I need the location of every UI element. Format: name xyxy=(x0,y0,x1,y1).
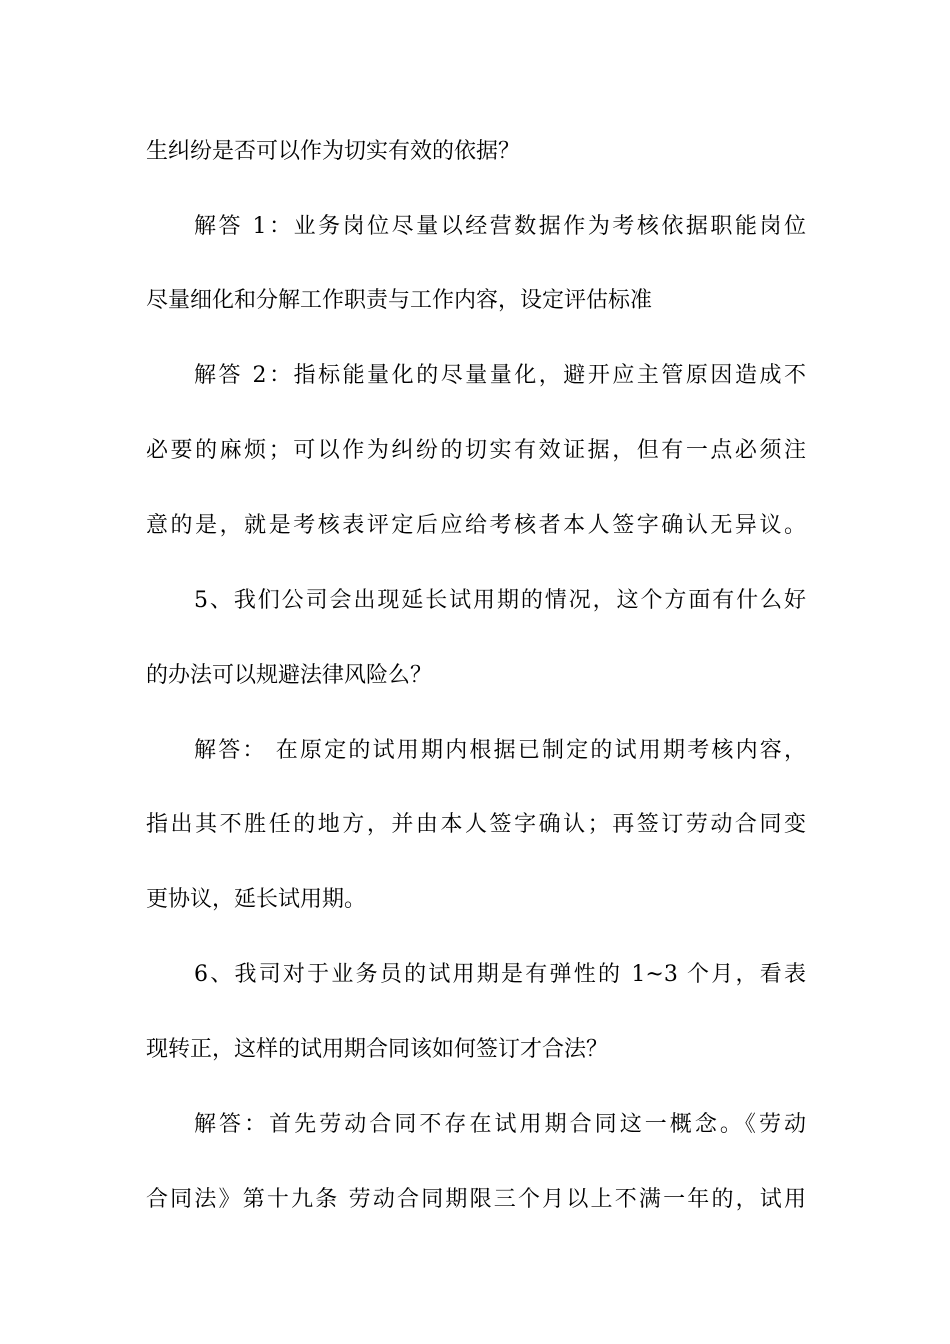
text-line: 解答 1：业务岗位尽量以经营数据作为考核依据职能岗位 xyxy=(194,214,806,239)
text-line: 必要的麻烦；可以作为纠纷的切实有效证据，但有一点必须注 xyxy=(146,438,806,463)
text-line: 现转正，这样的试用期合同该如何签订才合法？ xyxy=(146,1037,609,1062)
text-line: 解答 2：指标能量化的尽量量化，避开应主管原因造成不 xyxy=(194,363,806,388)
text-line: 尽量细化和分解工作职责与工作内容，设定评估标准 xyxy=(146,288,653,313)
text-line: 更协议，延长试用期。 xyxy=(146,887,367,912)
text-line: 6、我司对于业务员的试用期是有弹性的 1~3 个月，看表 xyxy=(194,962,806,987)
text-line: 5、我们公司会出现延长试用期的情况，这个方面有什么好 xyxy=(194,588,806,613)
text-line: 指出其不胜任的地方，并由本人签字确认；再签订劳动合同变 xyxy=(146,812,806,837)
text-line: 解答：首先劳动合同不存在试用期合同这一概念。《劳动 xyxy=(194,1112,806,1137)
text-line: 合同法》第十九条 劳动合同期限三个月以上不满一年的，试用 xyxy=(146,1187,806,1212)
text-line: 意的是，就是考核表评定后应给考核者本人签字确认无异议。 xyxy=(146,513,806,538)
text-line: 生纠纷是否可以作为切实有效的依据？ xyxy=(146,139,521,164)
text-line: 解答： 在原定的试用期内根据已制定的试用期考核内容， xyxy=(194,738,806,763)
text-line: 的办法可以规避法律风险么？ xyxy=(146,663,433,688)
